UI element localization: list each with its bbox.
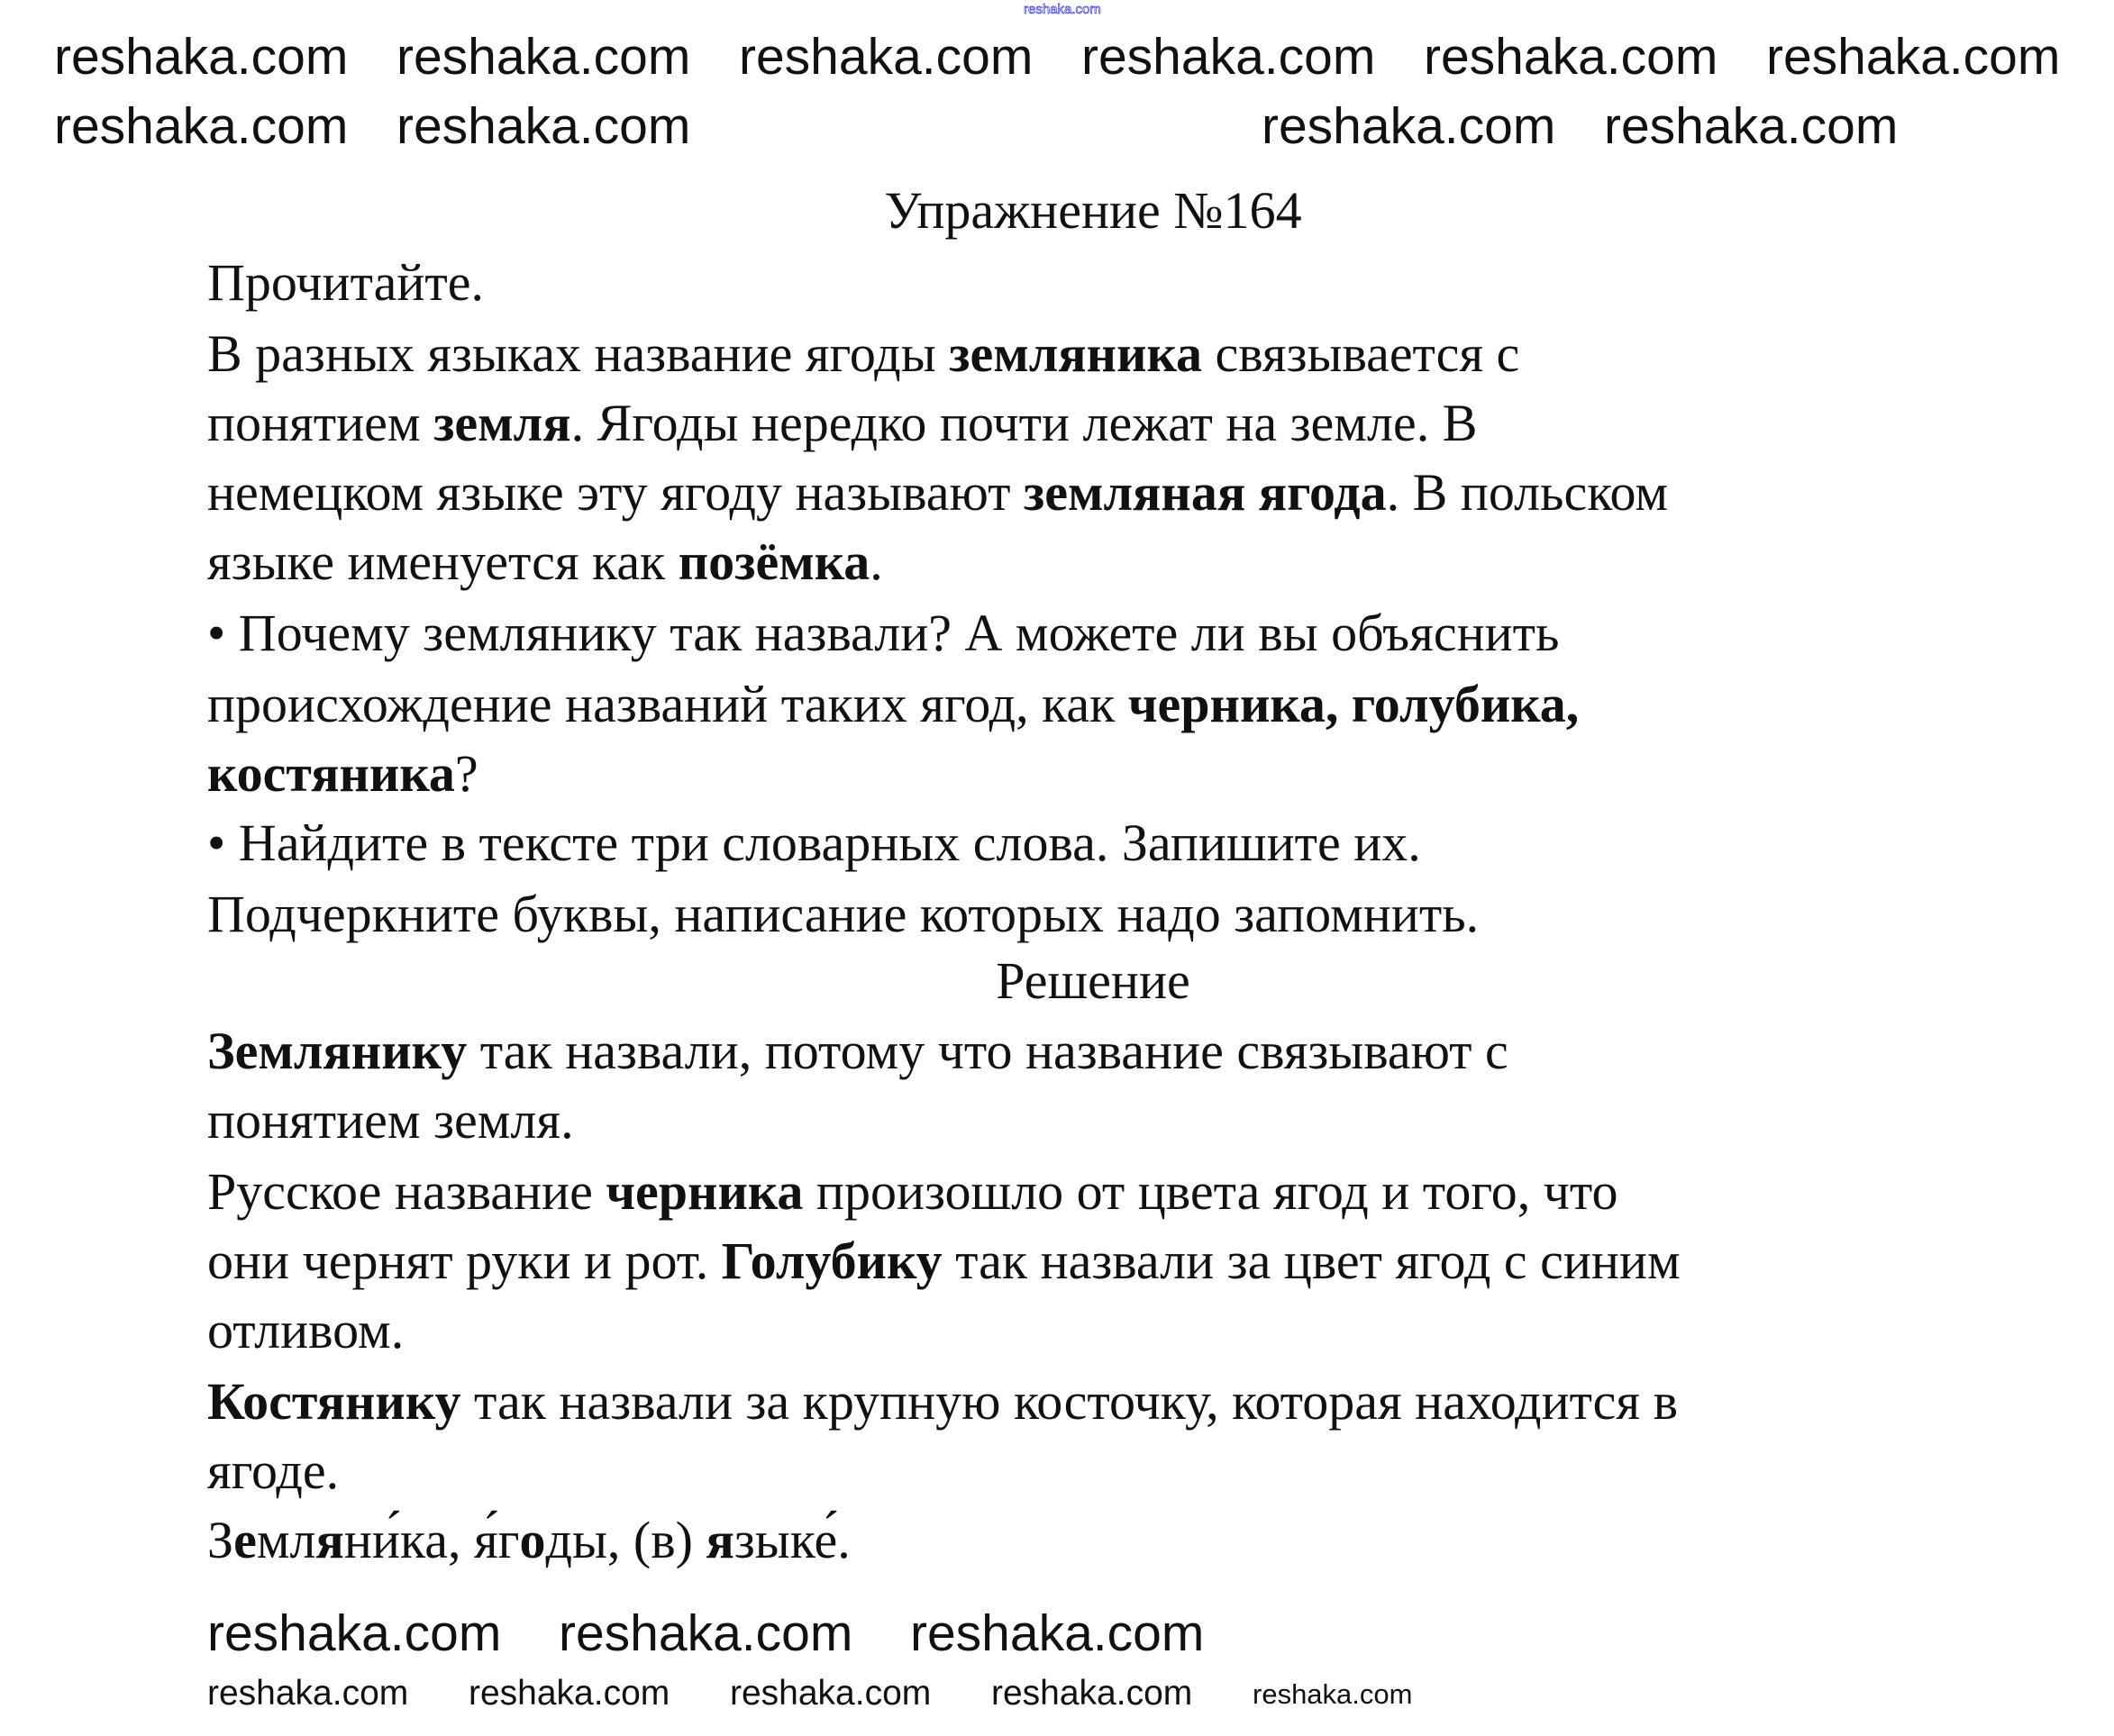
watermark: reshaka.com — [1424, 28, 1718, 86]
text-segment: Прочитайте. — [207, 253, 485, 313]
watermark: reshaka.com — [1253, 1678, 1413, 1710]
text-segment: языке именуется как — [207, 532, 679, 592]
text-segment: мл — [256, 1511, 316, 1570]
text-segment: отливом. — [207, 1301, 405, 1360]
watermark: reshaka.com — [207, 1674, 409, 1713]
solution-heading: Решение — [996, 951, 1190, 1010]
bold-text: позёмка — [678, 532, 870, 592]
text-segment: ? — [454, 743, 478, 803]
bold-text: костяника — [207, 743, 455, 803]
watermark: reshaka.com — [559, 1604, 853, 1662]
solution-line — [207, 1086, 574, 1156]
text-segment: происхождение названий таких ягод, как — [207, 674, 1128, 733]
bold-text: Голубику — [721, 1232, 943, 1291]
watermark: reshaka.com — [910, 1604, 1205, 1662]
watermark: reshaka.com — [730, 1674, 932, 1713]
bold-text: о — [519, 1511, 546, 1570]
text-segment: так назвали за цвет ягод с синим — [942, 1232, 1681, 1291]
bold-text: земля — [433, 394, 571, 453]
header-watermark: reshaka.com — [1024, 2, 1101, 17]
task-line — [207, 669, 1579, 740]
text-segment: связывается с — [1202, 324, 1520, 384]
solution-line — [207, 1226, 1681, 1296]
solution-line — [207, 1295, 404, 1366]
bold-text: земляника — [949, 324, 1203, 384]
solution-line — [207, 1505, 851, 1576]
text-segment: немецком языке эту ягоду называют — [207, 463, 1024, 523]
text-segment: В разных языках название ягоды — [207, 324, 950, 384]
solution-line — [207, 1367, 1678, 1437]
bold-text: е — [233, 1511, 257, 1570]
solution-line — [207, 1157, 1617, 1227]
text-segment: • Найдите в тексте три словарных слова. Запишите их. — [207, 813, 1421, 872]
text-segment: Русское название — [207, 1162, 606, 1221]
text-segment: понятием земля. — [207, 1091, 574, 1150]
task-line — [207, 739, 478, 809]
task-line — [207, 808, 1421, 878]
task-line — [207, 879, 1479, 950]
text-segment: зыке́. — [734, 1511, 851, 1570]
watermark: reshaka.com — [396, 28, 691, 86]
text-segment: ды, (в) — [545, 1511, 706, 1570]
text-segment: так назвали, потому что название связывают с — [467, 1022, 1508, 1081]
watermark: reshaka.com — [54, 28, 349, 86]
text-segment: З — [207, 1511, 234, 1570]
bold-text: я — [315, 1511, 344, 1570]
bold-text: Костянику — [207, 1371, 461, 1431]
text-segment: . — [870, 532, 883, 592]
bold-text: я — [706, 1511, 734, 1570]
watermark: reshaka.com — [469, 1674, 670, 1713]
text-segment: . В польском — [1386, 463, 1669, 523]
text-segment: произошло от цвета ягод и того, что — [803, 1162, 1618, 1221]
bold-text: черника, голубика, — [1127, 674, 1580, 733]
text-segment: . Ягоды нередко почти лежат на земле. В — [570, 394, 1478, 453]
text-segment: они чернят руки и рот. — [207, 1232, 722, 1291]
text-segment: ни́ка, я́г — [343, 1511, 520, 1570]
task-line — [207, 388, 1477, 459]
watermark: reshaka.com — [396, 97, 691, 155]
watermark: reshaka.com — [1604, 97, 1899, 155]
task-line — [207, 527, 883, 597]
exercise-title: Упражнение №164 — [884, 181, 1302, 240]
watermark: reshaka.com — [207, 1604, 502, 1662]
solution-line — [207, 1436, 339, 1506]
task-line — [207, 248, 484, 318]
watermark: reshaka.com — [991, 1674, 1193, 1713]
watermark: reshaka.com — [1766, 28, 2061, 86]
bold-text: черника — [606, 1162, 804, 1221]
text-segment: ягоде. — [207, 1441, 340, 1500]
solution-line — [207, 1016, 1508, 1086]
watermark: reshaka.com — [739, 28, 1034, 86]
text-segment: понятием — [207, 394, 434, 453]
text-segment: так назвали за крупную косточку, которая находится в — [460, 1371, 1678, 1431]
bold-text: земляная ягода — [1023, 463, 1387, 523]
watermark: reshaka.com — [1081, 28, 1376, 86]
text-segment: • Почему землянику так назвали? А можете ли вы объяснить — [207, 604, 1560, 663]
watermark: reshaka.com — [54, 97, 349, 155]
task-line — [207, 458, 1668, 528]
task-line — [207, 598, 1559, 668]
text-segment: Подчеркните буквы, написание которых надо запомнить. — [207, 884, 1480, 943]
task-line — [207, 319, 1519, 389]
bold-text: Землянику — [207, 1022, 468, 1081]
watermark: reshaka.com — [1262, 97, 1556, 155]
